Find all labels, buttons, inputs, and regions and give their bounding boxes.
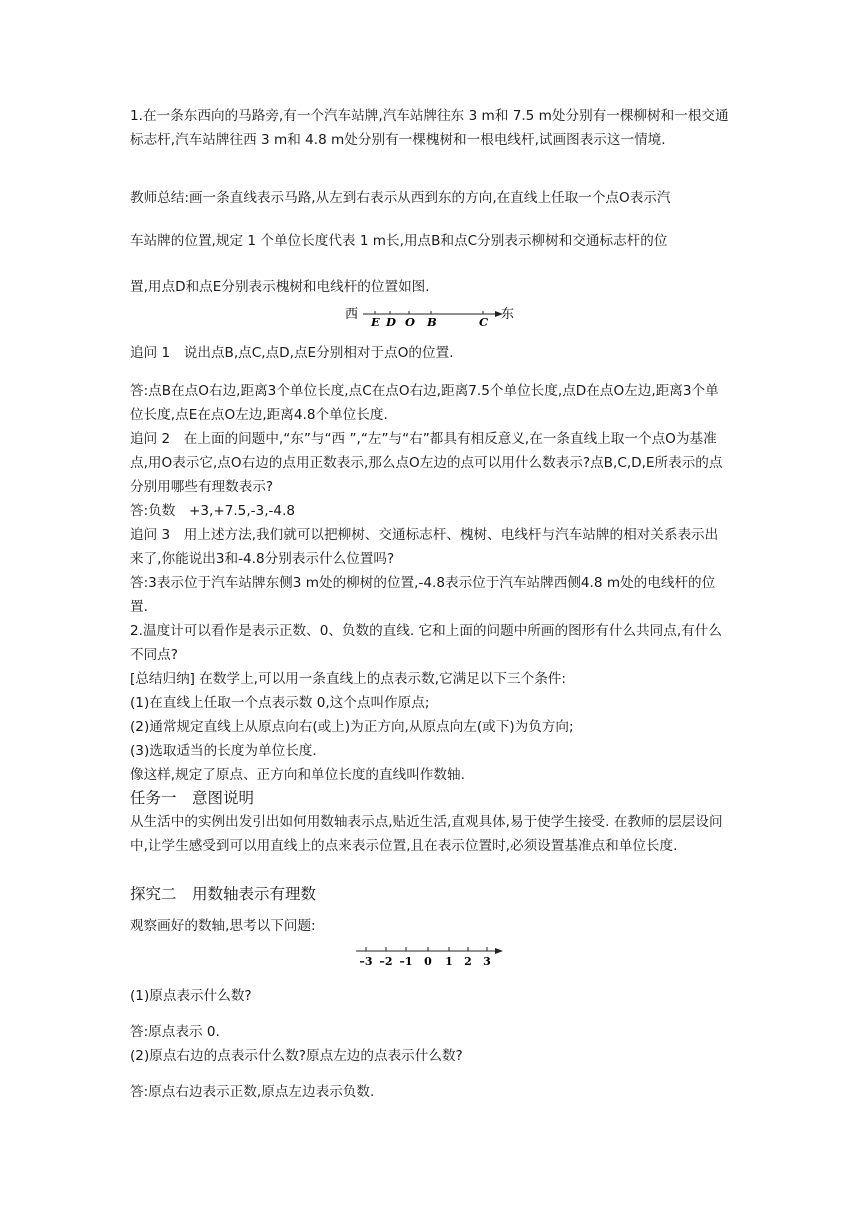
question-1: 1.在一条东西向的马路旁,有一个汽车站牌,汽车站牌往东 3 m和 7.5 m处分别有一棵柳树和一根交通标志杆,汽车站牌往西 3 m和 4.8 m处分别有一棵槐树和一根电线杆,试画图表示这一情境.: [130, 108, 729, 148]
tick-label-minus-3: –3: [359, 955, 373, 968]
tick-label-3: 3: [483, 955, 491, 968]
followup-1-question: 追问 1 说出点B,点C,点D,点E分别相对于点O的位置.: [130, 345, 454, 361]
number-axis-figure: [354, 944, 506, 968]
condition-1: (1)在直线上任取一个点表示数 0,这个点叫作原点;: [130, 695, 430, 711]
condition-2: (2)通常规定直线上从原点向右(或上)为正方向,从原点向左(或下)为负方向;: [130, 719, 574, 735]
point-o-label: O: [405, 315, 416, 329]
followup-2-answer: 答:负数 +3,+7.5,-3,-4.8: [130, 503, 296, 519]
west-label: 西: [345, 307, 359, 322]
tick-label-minus-2: –2: [379, 955, 393, 968]
sub-answer-1: 答:原点表示 0.: [130, 1024, 220, 1040]
tick-label-2: 2: [464, 955, 472, 968]
task-1-heading: 任务一 意图说明: [130, 789, 255, 807]
tick-label-1: 1: [445, 955, 453, 968]
road-number-line-figure: [343, 304, 515, 330]
followup-3-answer: 答:3表示位于汽车站牌东侧3 m处的柳树的位置,-4.8表示位于汽车站牌西侧4.8 m处的电线杆的位置.: [130, 575, 716, 615]
task-1-text: 从生活中的实例出发引出如何用数轴表示点,贴近生活,直观具体,易于使学生接受. 在教师的层层设问中,让学生感受到可以用直线上的点来表示位置,且在表示位置时,必须设置基准点和单位长度.: [130, 814, 723, 854]
point-c-label: C: [479, 315, 489, 329]
followup-3-question: 追问 3 用上述方法,我们就可以把柳树、交通标志杆、槐树、电线杆与汽车站牌的相对关系表示出来了,你能说出3和-4.8分别表示什么位置吗?: [130, 527, 719, 567]
followup-2-question: 追问 2 在上面的问题中,“东”与“西 ”,“左”与“右”都具有相反意义,在一条直线上取一个点O为基准点,用O表示它,点O右边的点用正数表示,那么点O左边的点可以用什么数表示?点B,C,D,E所表示的点分别用哪些有理数表示?: [130, 431, 723, 495]
point-b-label: B: [427, 315, 437, 329]
tick-label-0: 0: [424, 955, 432, 968]
number-line-definition: 像这样,规定了原点、正方向和单位长度的直线叫作数轴.: [130, 767, 465, 783]
teacher-summary-line-3: 置,用点D和点E分别表示槐树和电线杆的位置如图.: [130, 279, 430, 295]
point-e-label: E: [371, 315, 380, 329]
sub-question-1: (1)原点表示什么数?: [130, 988, 252, 1004]
teacher-summary-line-1: 教师总结:画一条直线表示马路,从左到右表示从西到东的方向,在直线上任取一个点O表示汽: [130, 190, 671, 206]
observe-instruction: 观察画好的数轴,思考以下问题:: [130, 918, 316, 934]
sub-question-2: (2)原点右边的点表示什么数?原点左边的点表示什么数?: [130, 1048, 463, 1064]
explore-2-heading: 探究二 用数轴表示有理数: [130, 885, 317, 903]
point-d-label: D: [386, 315, 396, 329]
condition-3: (3)选取适当的长度为单位长度.: [130, 743, 317, 759]
sub-answer-2: 答:原点右边表示正数,原点左边表示负数.: [130, 1084, 375, 1100]
conclusion-intro: [总结归纳] 在数学上,可以用一条直线上的点表示数,它满足以下三个条件:: [130, 671, 566, 687]
east-label: 东: [501, 307, 515, 322]
teacher-summary-line-2: 车站牌的位置,规定 1 个单位长度代表 1 m长,用点B和点C分别表示柳树和交通标志杆的位: [130, 233, 668, 249]
followup-1-answer: 答:点B在点O右边,距离3个单位长度,点C在点O右边,距离7.5个单位长度,点D在点O左边,距离3个单位长度,点E在点O左边,距离4.8个单位长度.: [130, 383, 719, 423]
question-2: 2.温度计可以看作是表示正数、0、负数的直线. 它和上面的问题中所画的图形有什么共同点,有什么不同点?: [130, 623, 722, 663]
axis-arrow: [495, 948, 503, 954]
tick-label-minus-1: –1: [399, 955, 413, 968]
